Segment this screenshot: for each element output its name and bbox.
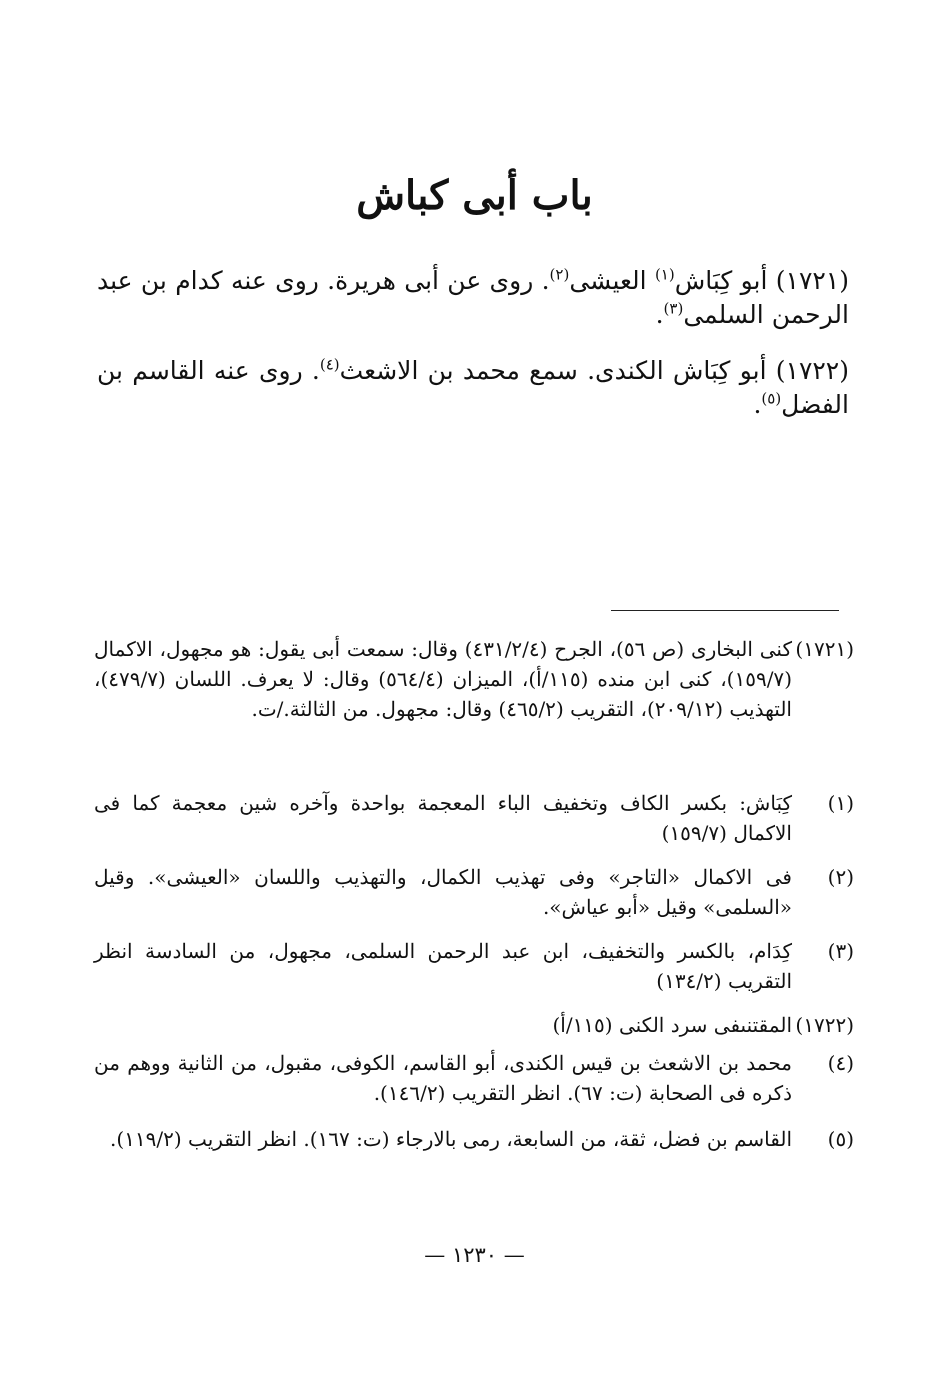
footnote-5 [94,1124,854,1154]
footnote-ref: (٤) [319,355,340,374]
footnote-text: كِبَاش: بكسر الكاف وتخفيف الباء المعجمة بواحدة وآخره شين معجمة كما فى الاكمال (١٥٩/٧) [94,791,792,845]
footnote-ref: (٥) [761,389,782,408]
footnote-text: كِدَام، بالكسر والتخفيف، ابن عبد الرحمن السلمى، مجهول، من السادسة انظر التقريب (١٣٤/٢) [94,939,792,993]
footnote-text: القاسم بن فضل، ثقة، من السابعة، رمى بالارجاء (ت: ١٦٧). انظر التقريب (١١٩/٢). [110,1127,792,1151]
page-number: — ١٢٣٠ — [424,1243,525,1267]
footnote-text: فى الاكمال «التاجر» وفى تهذيب الكمال، والتهذيب واللسان «العيشى». وقيل «السلمى» وقيل «أبو عياش». [94,865,792,919]
footnote-separator [611,610,839,611]
footnote-number: (٣) [827,939,854,963]
footnote-1721 [94,634,854,724]
entry-text: . [655,300,664,329]
footnote-4 [94,1048,854,1108]
footnote-text: كنى البخارى (ص ٥٦)، الجرح (٤٣١/٢/٤) وقال: سمعت أبى يقول: هو مجهول، الاكمال (١٥٩/٧)، كنى ابن منده (١١٥/أ)، الميزان (٥٦٤/٤) وقال: لا يعرف. اللسان (٤٧٩/٧)، التهذيب (٢٠٩/١٢)، التقريب (٤٦٥/٢) وقال: مجهول. من الثالثة./ت. [94,637,792,721]
entry-text: . روى عنه القاسم بن الفضل [97,356,849,419]
entry-text: أبو كِبَاش الكندى. سمع محمد بن الاشعث [339,356,776,385]
footnote-1722 [94,1010,854,1040]
entry-text: . روى عن أبى هريرة. روى عنه كدام بن عبد الرحمن السلمى [97,266,849,329]
footnote-2 [94,862,854,922]
footnote-ref: (٢) [549,265,570,284]
footnote-number: (١) [827,791,854,815]
entry-text: . [753,390,762,419]
footnote-3 [94,936,854,996]
entry-1722 [97,354,849,422]
footnote-number: (١٧٢١) [795,637,854,661]
footnote-1 [94,788,854,848]
entry-text: العيشى [569,266,655,295]
entry-number: (١٧٢٢) [775,356,849,385]
entry-1721 [97,264,849,332]
chapter-title: باب أبى كباش [356,172,593,219]
footnote-text: المقتنىفى سرد الكنى (١١٥/أ) [552,1013,792,1037]
footnote-text: محمد بن الاشعث بن قيس الكندى، أبو القاسم، الكوفى، مقبول، من الثانية ووهم من ذكره فى الصحابة (ت: ٦٧). انظر التقريب (١٤٦/٢). [94,1051,792,1105]
footnote-number: (٤) [827,1051,854,1075]
footnote-ref: (٣) [663,299,684,318]
entry-text: أبو كِبَاش [674,266,776,295]
footnote-ref: (١) [654,265,675,284]
footnote-number: (٢) [827,865,854,889]
footnote-number: (١٧٢٢) [795,1013,854,1037]
entry-number: (١٧٢١) [775,266,849,295]
footnote-number: (٥) [827,1127,854,1151]
